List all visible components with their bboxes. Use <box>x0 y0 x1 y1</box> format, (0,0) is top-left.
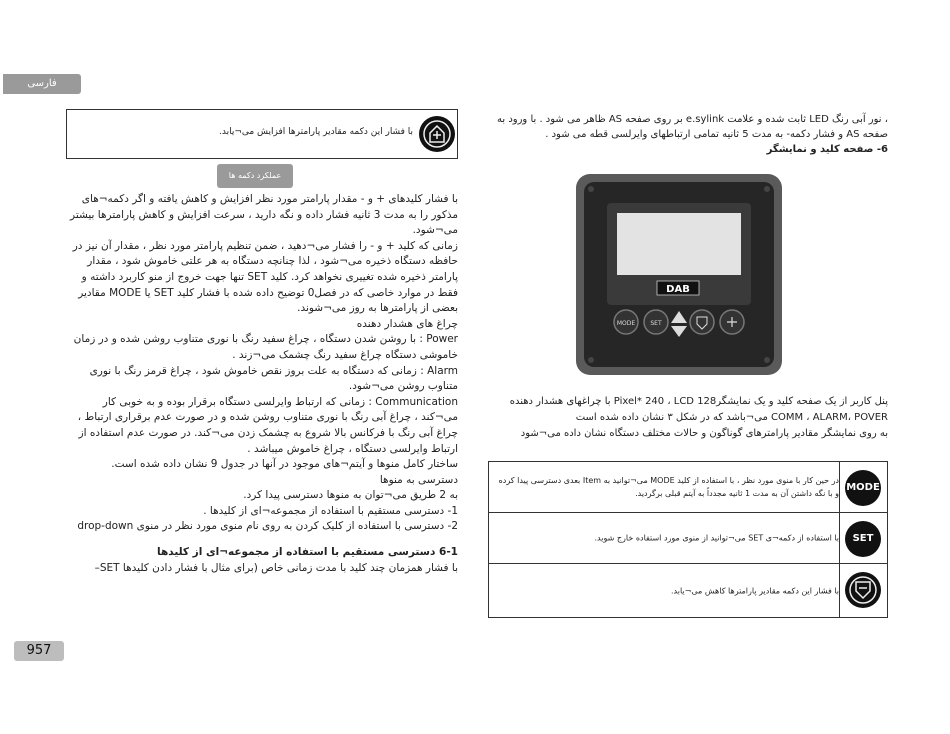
table-row <box>489 564 887 617</box>
mode-key-label: MODE <box>616 320 636 327</box>
paragraph: پنل کاربر از یک صفحه کلید و یک نمایشگر128 Pixel* 240 ، LCD با چراغهای هشدار دهنده COMM ، ALARM، POVER می¬باشد که در شکل ۳ نشان داده شده است <box>509 396 888 423</box>
section-sub-label: عملکرد دکمه ها <box>217 164 293 188</box>
right-top-text <box>488 112 888 157</box>
table-cell: در حین کار با منوی مورد نظر ، با استفاده از کلید MODE می¬توانید به Item بعدی دسترسی پیدا کرده و با نگه داشتن آن به مدت 1 ثانیه مجدداً به آیتم قبلی برگردید. <box>498 476 839 498</box>
language-tab: فارسی <box>3 74 81 94</box>
paragraph: با فشار همزمان چند کلید با مدت زمانی خاص (برای مثال با فشار دادن کلیدها SET– <box>94 561 458 574</box>
table-row <box>489 462 887 513</box>
dab-logo-text: DAB <box>666 284 690 295</box>
paragraph: با فشار کلیدهای + و - مقدار پارامتر مورد نظر افزایش و کاهش یافته و اگر دکمه¬های مذکور را به مدت 3 ثانیه فشار داده و نگه دارید ، سرعت افزایش و کاهش پارامترها بیشتر می¬شود. <box>70 193 458 237</box>
lcd-screen <box>617 213 741 275</box>
plus-button-icon <box>419 116 455 152</box>
page-number: 957 <box>14 641 64 661</box>
paragraph: ساختار کامل منوها و آیتم¬های موجود در آنها در جدول 9 نشان داده شده است. <box>111 458 458 471</box>
table-cell: با فشار این دکمه مقادیر پارامترها کاهش می¬یابد. <box>671 586 839 595</box>
paragraph: Communication : زمانی که ارتباط وایرلسی دستگاه برقرار بوده و به خوبی کار می¬کند ، چراغ آبی رنگ با نوری متناوب روشن شده و در صورت عدم برقراری ارتباط ، چراغ آبی رنگ با فرکانس بالا شروع به چشمک زدن می¬کند. در صورت عدم استفاده از ارتباط وایرلسی دستگاه ، چراغ خاموش میباشد . <box>77 395 458 455</box>
paragraph: زمانی که کلید + و - را فشار می¬دهید ، ضمن تنظیم پارامتر مورد نظر ، مقدار آن نیز در حافظه دستگاه ذخیره می¬شود ، لذا چنانچه دستگاه به هر علتی خاموش شود ، مقدار پارامتر ذخیره شده تغییری نخواهد کرد. کلید SET تنها جهت خروج از منو کاربرد داشته و فقط در موارد خاصی که در فصل0 توضیح داده شده با فشار کلید SET یا MODE مقادیر بعضی از پارامترها به روز می¬شوند. <box>72 239 458 315</box>
paragraph: چراغ های هشدار دهنده <box>356 317 458 330</box>
section-heading: 6-1 دسترسی مستقیم با استفاده از مجموعه¬ای از کلیدها <box>157 546 458 559</box>
paragraph: 2- دسترسی با استفاده از کلیک کردن به روی نام منوی مورد نظر در منوی drop-down <box>77 520 458 533</box>
plus-button-text: با فشار این دکمه مقادیر پارامترها افزایش می¬یابد. <box>219 127 413 137</box>
section-heading: 6- صفحه کلید و نمایشگر <box>766 144 888 155</box>
button-function-table <box>488 461 888 618</box>
table-row <box>489 513 887 564</box>
control-panel-image <box>575 173 783 376</box>
set-key-label: SET <box>650 320 662 327</box>
minus-button-icon <box>845 572 881 608</box>
left-column-text <box>66 192 458 576</box>
table-cell: با استفاده از دکمه¬ی SET می¬توانید از منوی مورد استفاده خارج شوید. <box>594 533 839 543</box>
paragraph: به 2 طریق می¬توان به منوها دسترسی پیدا کرد. <box>243 489 458 502</box>
paragraph: ، نور آبی رنگ LED ثابت شده و علامت e.sylink بر روی صفحه AS ظاهر می شود . با ورود به صفحه AS و فشار دکمه- به مدت 5 ثانیه تمامی ارتباطهای وایرلسی قطه می شود . <box>497 114 888 140</box>
plus-button-description-box <box>66 109 458 159</box>
mode-button-icon: MODE <box>845 470 881 506</box>
paragraph: Alarm : زمانی که دستگاه به علت بروز نقص خاموش شود ، چراغ قرمز رنگ با نوری متناوب روشن می¬شود. <box>89 364 458 393</box>
paragraph: دسترسی به منوها <box>379 473 458 486</box>
paragraph: 1- دسترسی مستقیم با استفاده از مجموعه¬ای از کلیدها . <box>203 504 458 517</box>
paragraph: به روی نمایشگر مقادیر پارامترهای گوناگون و حالات مختلف دستگاه نشان داده می¬شود <box>520 428 888 439</box>
set-button-icon: SET <box>845 521 881 557</box>
paragraph: Power : با روشن شدن دستگاه ، چراغ سفید رنگ با نوری متناوب روشن شده و در زمان خاموشی دستگاه چراغ سفید رنگ چشمک می¬زند . <box>73 333 458 361</box>
display-description <box>488 394 888 442</box>
